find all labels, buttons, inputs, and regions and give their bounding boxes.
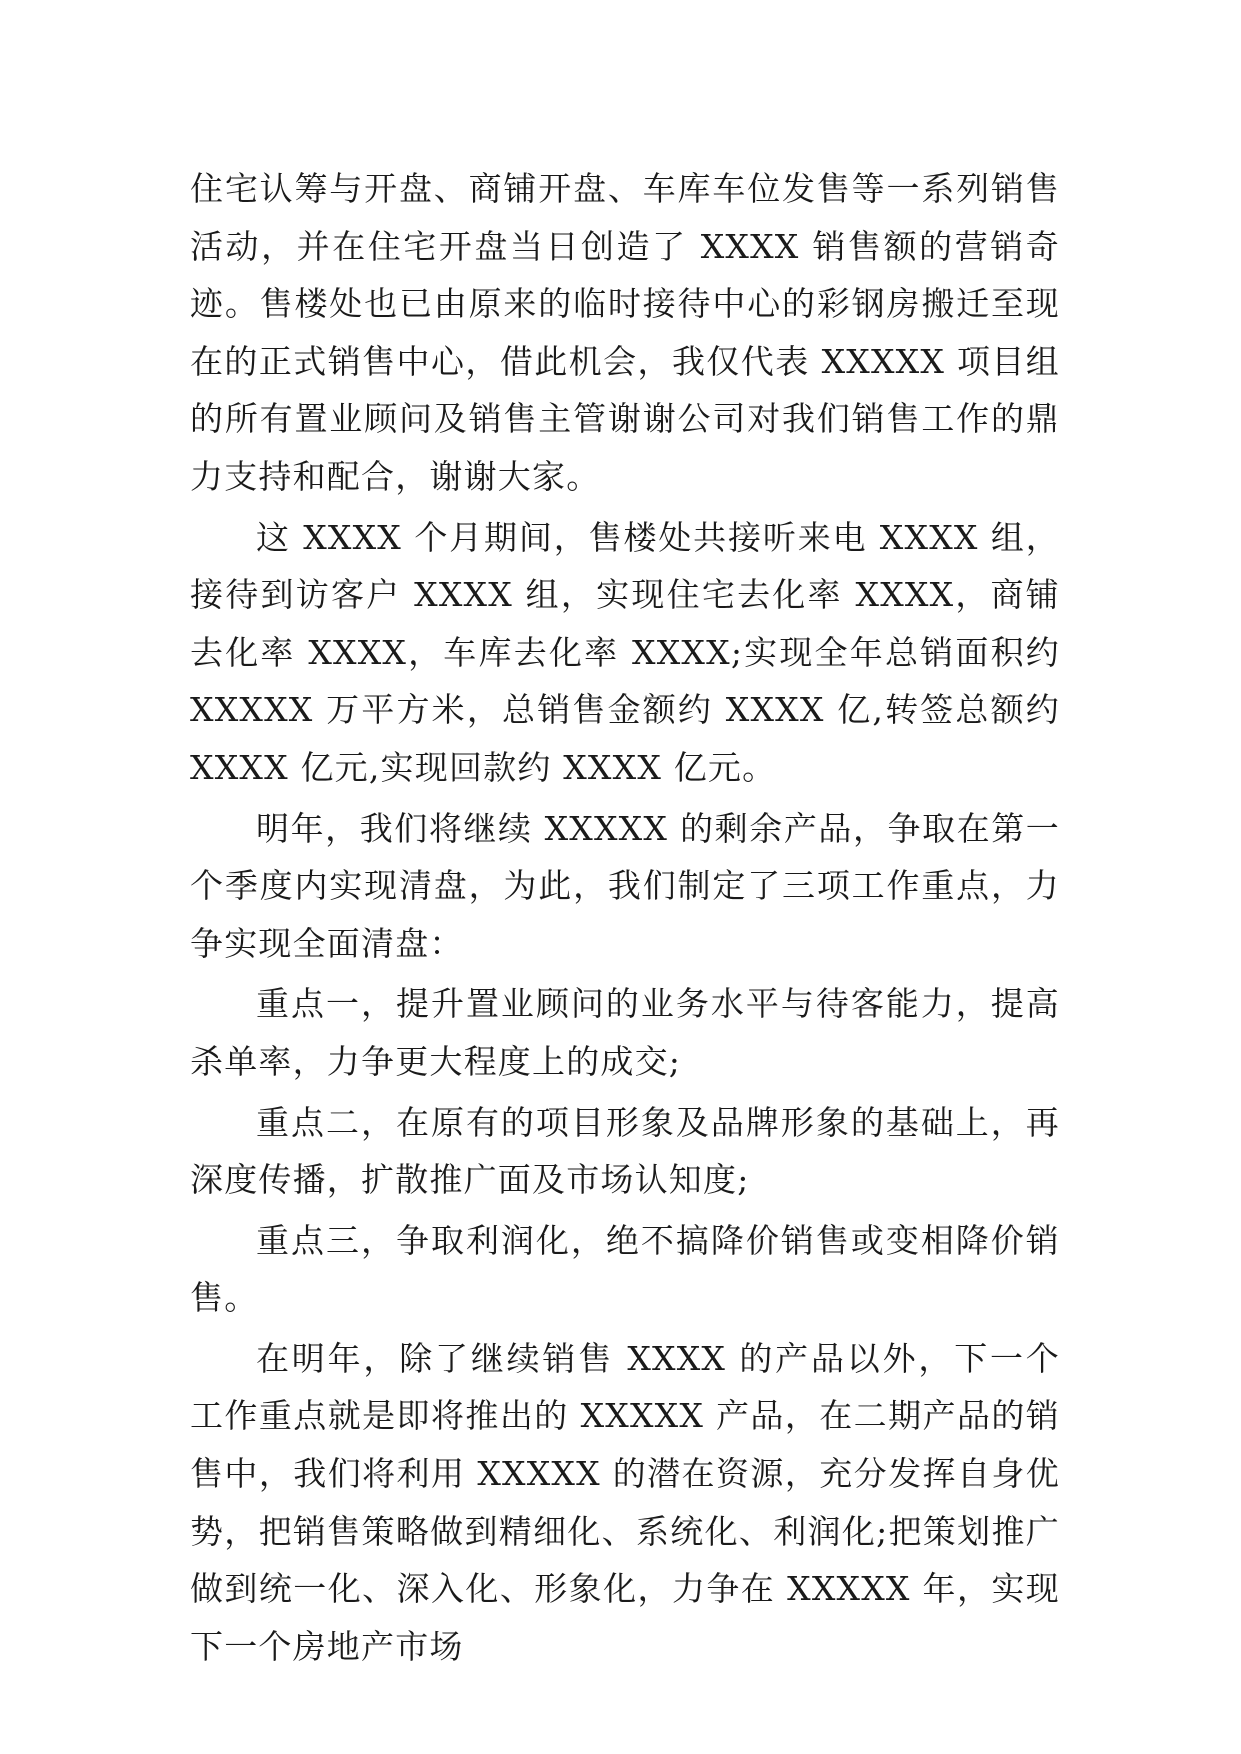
paragraph-phase-two: 在明年，除了继续销售 XXXX 的产品以外，下一个工作重点就是即将推出的 XXXXX 产品，在二期产品的销售中，我们将利用 XXXXX 的潜在资源，充分发挥自身优势，把销售策略做到精细化、系统化、利润化;把策划推广做到统一化、深入化、形象化，力争在 XXXXX 年，实现下一个房地产市场 <box>190 1338 1060 1666</box>
paragraph-next-year-plan: 明年，我们将继续 XXXXX 的剩余产品，争取在第一个季度内实现清盘，为此，我们制定了三项工作重点，力争实现全面清盘： <box>190 808 1060 963</box>
paragraph-focus-three: 重点三，争取利润化，绝不搞降价销售或变相降价销售。 <box>190 1220 1060 1318</box>
paragraph-continuation: 住宅认筹与开盘、商铺开盘、车库车位发售等一系列销售活动，并在住宅开盘当日创造了 XXXX 销售额的营销奇迹。售楼处也已由原来的临时接待中心的彩钢房搬迁至现在的正式销售中心，借此机会，我仅代表 XXXXX 项目组的所有置业顾问及销售主管谢谢公司对我们销售工作的鼎力支持和配合，谢谢大家。 <box>190 169 1060 496</box>
paragraph-performance: 这 XXXX 个月期间，售楼处共接听来电 XXXX 组，接待到访客户 XXXX 组，实现住宅去化率 XXXX，商铺去化率 XXXX，车库去化率 XXXX;实现全年总销面积约 XXXXX 万平方米，总销售金额约 XXXX 亿,转签总额约 XXXX 亿元,实现回款约 XXXX 亿元。 <box>190 517 1060 787</box>
paragraph-focus-two: 重点二，在原有的项目形象及品牌形象的基础上，再深度传播，扩散推广面及市场认知度; <box>190 1102 1060 1200</box>
document-body <box>190 160 1060 1678</box>
paragraph-focus-one: 重点一，提升置业顾问的业务水平与待客能力，提高杀单率，力争更大程度上的成交; <box>190 984 1060 1081</box>
